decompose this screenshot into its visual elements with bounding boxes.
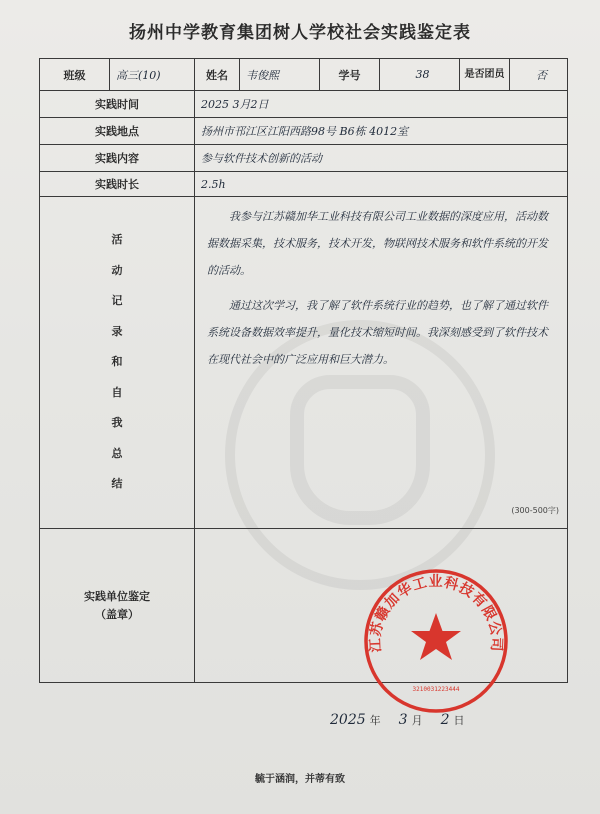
number-value: 38 — [380, 59, 460, 91]
summary-char: 我 — [111, 416, 123, 430]
content-label: 实践内容 — [40, 145, 195, 172]
summary-char: 自 — [111, 385, 123, 399]
number-label: 学号 — [320, 59, 380, 91]
header-row — [40, 59, 568, 91]
seal-org-name: 江苏赣加华工业科技有限公司 — [367, 574, 505, 653]
duration-label: 实践时长 — [40, 172, 195, 197]
company-seal — [362, 567, 510, 715]
name-value: 韦俊熙 — [240, 59, 320, 91]
unit-label-line2: （盖章） — [95, 607, 139, 621]
date-year: 2025 — [330, 712, 366, 728]
time-row — [40, 91, 568, 118]
league-label: 是否团员 — [460, 59, 510, 91]
date-day-label: 日 — [453, 714, 465, 727]
location-row — [40, 118, 568, 145]
seal-star — [411, 613, 461, 660]
summary-char: 总 — [111, 446, 123, 460]
date-year-label: 年 — [369, 714, 381, 727]
time-label: 实践时间 — [40, 91, 195, 118]
date-month: 3 — [398, 712, 408, 728]
summary-row — [40, 197, 568, 529]
league-value: 否 — [510, 59, 568, 91]
word-count-hint: (300-500字) — [511, 506, 559, 515]
content-row — [40, 145, 568, 172]
class-label: 班级 — [40, 59, 110, 91]
summary-char: 活 — [111, 233, 123, 247]
location-value: 扬州市邗江区江阳西路98号 B6栋 4012室 — [195, 118, 568, 145]
duration-value: 2.5h — [195, 172, 568, 197]
school-motto: 毓于涵润，并蒂有致 — [255, 774, 345, 785]
date-month-label: 月 — [411, 714, 423, 727]
signing-date — [330, 712, 482, 728]
time-value: 2025 3月2日 — [195, 91, 568, 118]
unit-label — [40, 529, 195, 683]
duration-row — [40, 172, 568, 197]
summary-char: 动 — [111, 263, 123, 277]
summary-vertical-label — [40, 197, 195, 529]
summary-char: 记 — [111, 294, 123, 308]
location-label: 实践地点 — [40, 118, 195, 145]
form-title: 扬州中学教育集团树人学校社会实践鉴定表 — [129, 23, 471, 43]
summary-char: 和 — [111, 355, 123, 369]
class-value: 高三(10) — [110, 59, 195, 91]
name-label: 姓名 — [195, 59, 240, 91]
date-day: 2 — [440, 712, 450, 728]
content-value: 参与软件技术创新的活动 — [195, 145, 568, 172]
summary-content — [195, 197, 568, 529]
summary-char: 录 — [111, 324, 123, 338]
seal-code: 3210031223444 — [412, 686, 460, 693]
summary-char: 结 — [111, 477, 123, 491]
unit-label-line1: 实践单位鉴定 — [84, 589, 150, 603]
summary-paragraph-2: 通过这次学习，我了解了软件系统行业的趋势，也了解了通过软件系统设备数据效率提升，量化技术缩短时间。我深刻感受到了软件技术在现代社会中的广泛应用和巨大潜力。 — [207, 299, 548, 366]
summary-paragraph-1: 我参与江苏赣加华工业科技有限公司工业数据的深度应用，活动数据数据采集，技术服务，技术开发，物联网技术服务和软件系统的开发的活动。 — [207, 210, 548, 277]
